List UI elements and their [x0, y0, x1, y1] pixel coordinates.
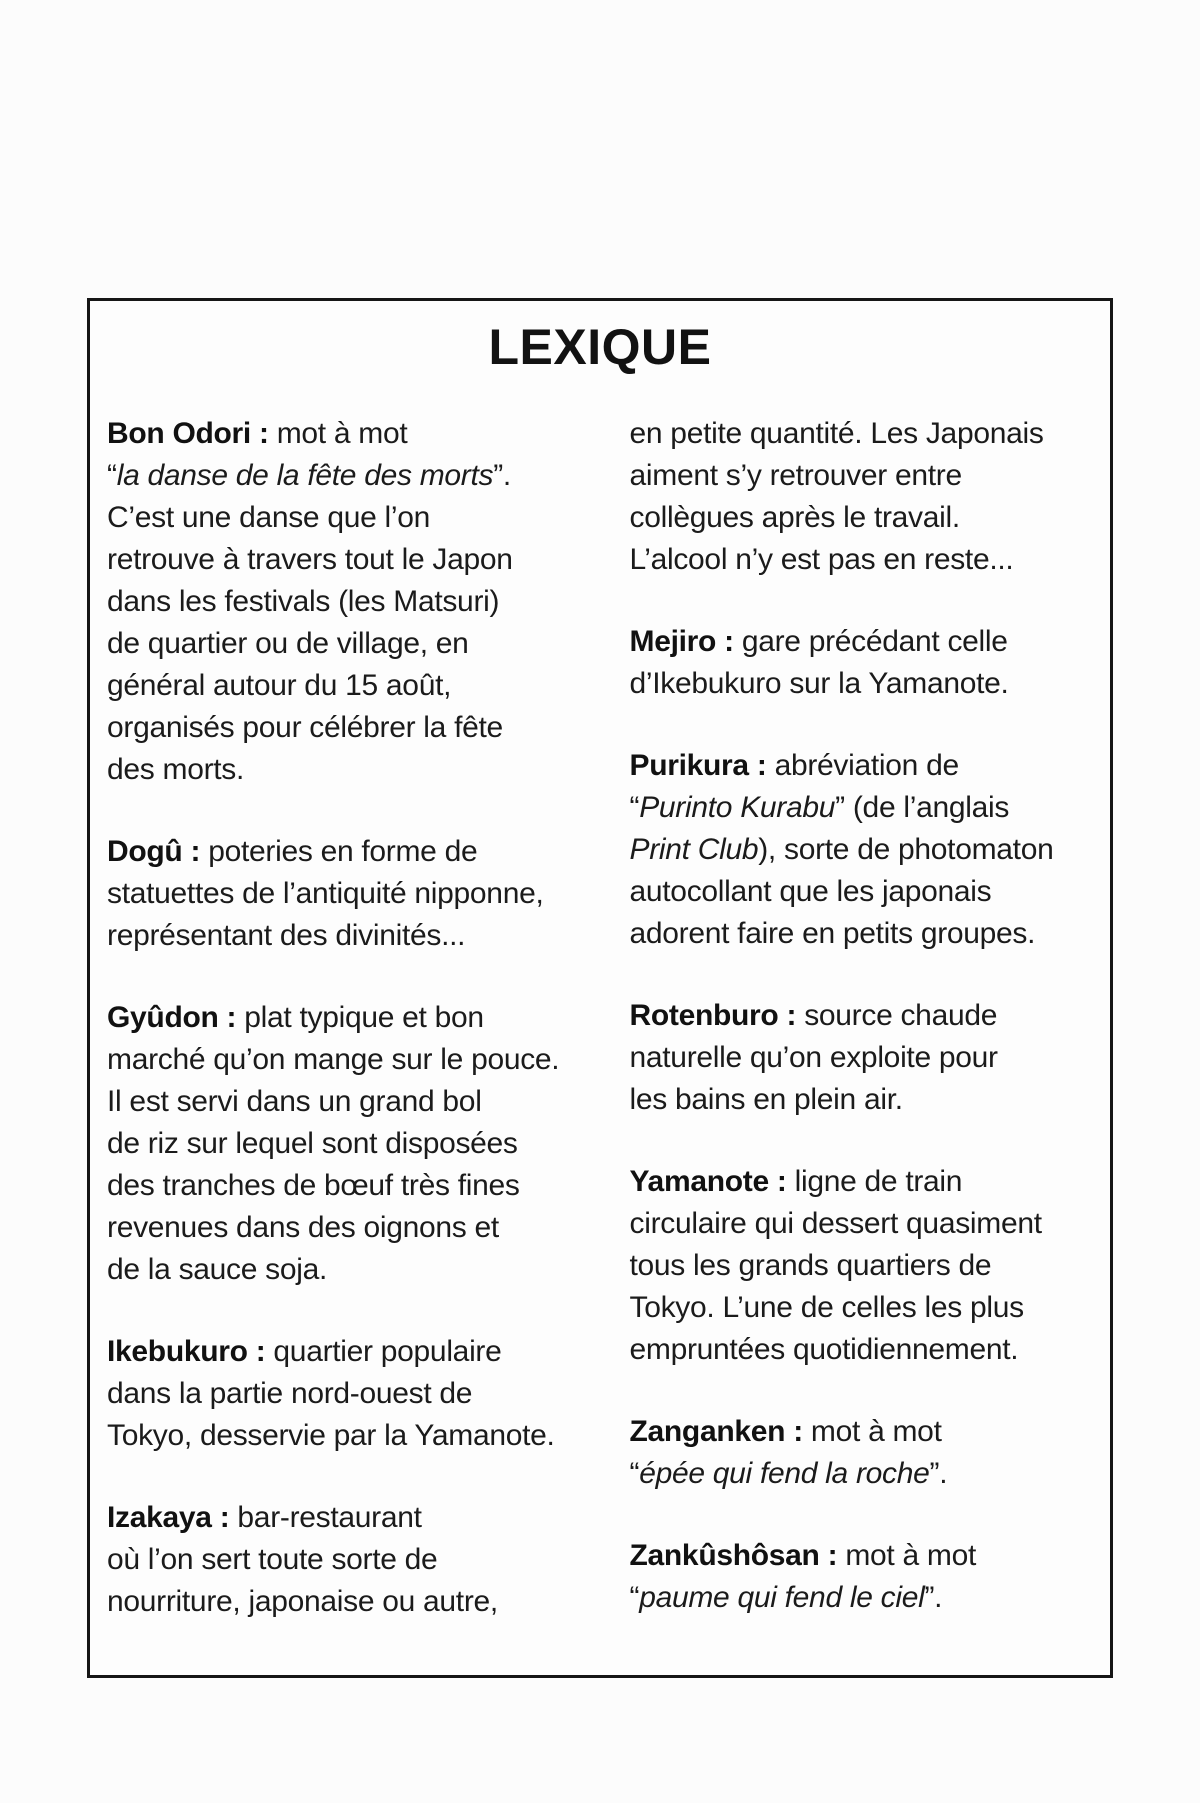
entry-text: plat typique et bon: [236, 1001, 484, 1034]
entry-term: Zankûshôsan :: [629, 1539, 838, 1572]
entry-text: ligne de train: [786, 1165, 963, 1198]
entry-text: adorent faire en petits groupes.: [629, 917, 1036, 950]
entry-text: où l’on sert toute sorte de: [107, 1543, 438, 1576]
entry-text: ” (de l’anglais: [835, 791, 1010, 824]
lexicon-entry: [630, 621, 1097, 705]
entry-text: paume qui fend le ciel: [639, 1581, 925, 1614]
entry-text: ”.: [924, 1581, 943, 1614]
entry-text: source chaude: [796, 999, 998, 1032]
entry-text: mot à mot: [268, 417, 408, 450]
entry-text: tous les grands quartiers de: [629, 1249, 992, 1282]
entry-text: organisés pour célébrer la fête: [107, 711, 503, 744]
lexicon-entry: [107, 831, 574, 957]
entry-text: L’alcool n’y est pas en reste...: [629, 543, 1014, 576]
lexicon-column-left: [107, 413, 574, 1623]
entry-term: Purikura :: [629, 749, 767, 782]
entry-term: Izakaya :: [107, 1501, 230, 1534]
lexicon-entry: [107, 413, 574, 791]
lexicon-entry: [630, 995, 1097, 1121]
entry-text: aiment s’y retrouver entre: [629, 459, 962, 492]
lexicon-entry: [630, 1411, 1097, 1495]
entry-text: des morts.: [107, 753, 245, 786]
entry-term: Mejiro :: [629, 625, 734, 658]
entry-text: revenues dans des oignons et: [107, 1211, 499, 1244]
entry-text: mot à mot: [802, 1415, 942, 1448]
entry-text: Tokyo, desservie par la Yamanote.: [107, 1419, 555, 1452]
lexicon-entry: [630, 745, 1097, 955]
lexicon-column-right: [630, 413, 1097, 1623]
entry-text: marché qu’on mange sur le pouce.: [107, 1043, 560, 1076]
entry-text: d’Ikebukuro sur la Yamanote.: [629, 667, 1009, 700]
entry-text: ), sorte de photomaton: [758, 833, 1054, 866]
entry-text: retrouve à travers tout le Japon: [107, 543, 513, 576]
lexicon-box: [87, 298, 1113, 1678]
entry-term: Dogû :: [107, 835, 201, 868]
entry-text: Purinto Kurabu: [639, 791, 836, 824]
entry-text: gare précédant celle: [733, 625, 1008, 658]
entry-text: les bains en plein air.: [629, 1083, 903, 1116]
lexicon-entry: [630, 413, 1097, 581]
entry-text: “: [629, 1457, 640, 1490]
entry-text: autocollant que les japonais: [629, 875, 992, 908]
entry-text: “: [629, 1581, 640, 1614]
entry-text: Il est servi dans un grand bol: [107, 1085, 482, 1118]
entry-text: naturelle qu’on exploite pour: [629, 1041, 998, 1074]
entry-text: représentant des divinités...: [107, 919, 466, 952]
entry-text: dans la partie nord-ouest de: [107, 1377, 473, 1410]
page-title: LEXIQUE: [488, 319, 712, 375]
entry-text: des tranches de bœuf très fines: [107, 1169, 520, 1202]
entry-text: “: [629, 791, 640, 824]
entry-text: général autour du 15 août,: [107, 669, 452, 702]
lexicon-entry: [630, 1161, 1097, 1371]
lexicon-entry: [107, 1497, 574, 1623]
lexicon-columns: [90, 375, 1110, 1623]
lexicon-entry: [630, 1535, 1097, 1619]
entry-text: “: [107, 459, 117, 492]
entry-text: dans les festivals (les Matsuri): [107, 585, 500, 618]
entry-text: nourriture, japonaise ou autre,: [107, 1585, 498, 1618]
entry-text: de la sauce soja.: [107, 1253, 328, 1286]
entry-text: C’est une danse que l’on: [107, 501, 431, 534]
entry-term: Rotenburo :: [629, 999, 797, 1032]
entry-term: Zanganken :: [629, 1415, 803, 1448]
entry-text: de quartier ou de village, en: [107, 627, 469, 660]
lexicon-entry: [107, 997, 574, 1291]
entry-text: ”.: [493, 459, 511, 492]
entry-text: mot à mot: [837, 1539, 977, 1572]
entry-text: de riz sur lequel sont disposées: [107, 1127, 518, 1160]
entry-text: Print Club: [629, 833, 759, 866]
entry-text: poteries en forme de: [200, 835, 478, 868]
entry-text: la danse de la fête des morts: [116, 459, 494, 492]
entry-term: Gyûdon :: [107, 1001, 237, 1034]
entry-text: en petite quantité. Les Japonais: [629, 417, 1044, 450]
entry-text: ”.: [929, 1457, 948, 1490]
lexicon-entry: [107, 1331, 574, 1457]
entry-text: abréviation de: [766, 749, 959, 782]
entry-term: Ikebukuro :: [107, 1335, 266, 1368]
entry-text: bar-restaurant: [229, 1501, 422, 1534]
entry-text: statuettes de l’antiquité nipponne,: [107, 877, 544, 910]
entry-text: épée qui fend la roche: [639, 1457, 930, 1490]
entry-text: circulaire qui dessert quasiment: [629, 1207, 1042, 1240]
entry-text: collègues après le travail.: [629, 501, 960, 534]
entry-text: Tokyo. L’une de celles les plus: [629, 1291, 1024, 1324]
entry-term: Bon Odori :: [107, 417, 269, 450]
entry-text: empruntées quotidiennement.: [629, 1333, 1019, 1366]
entry-term: Yamanote :: [629, 1165, 787, 1198]
entry-text: quartier populaire: [265, 1335, 502, 1368]
